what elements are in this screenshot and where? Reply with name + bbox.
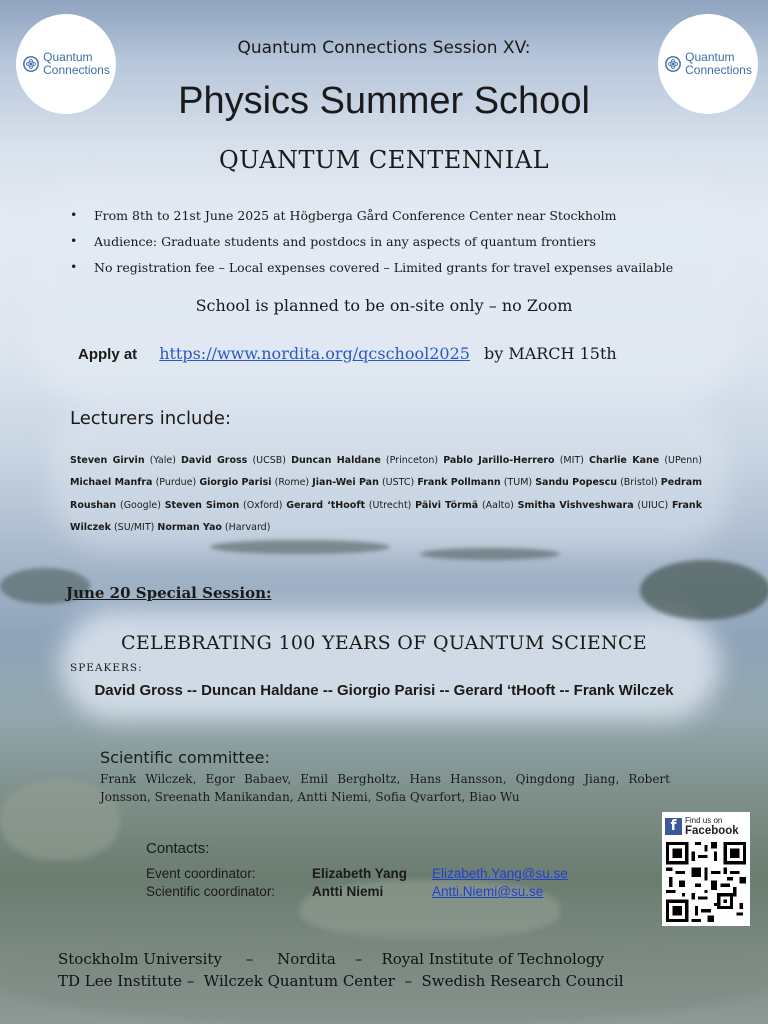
logo-line-2: Connections [685, 63, 752, 77]
contact-name: Antti Niemi [312, 884, 384, 899]
footer-partners-line-2 [58, 972, 708, 990]
lecturers-list [70, 450, 702, 539]
lecturer-item [157, 522, 270, 533]
bullet-icon: • [70, 259, 78, 274]
lecturer-affiliation: (Utrecht) [368, 499, 412, 511]
island-shape [640, 560, 768, 620]
island-shape [210, 540, 390, 554]
bullet-text: From 8th to 21st June 2025 at Högberga Gård Conference Center near Stockholm [94, 208, 617, 223]
lecturer-item [291, 455, 438, 466]
lecturer-affiliation: (UPenn) [664, 455, 702, 466]
info-bullets [70, 208, 750, 286]
bullet-icon: • [70, 207, 78, 222]
footer-partners-line-1 [58, 950, 708, 968]
facebook-find-us: Find us on [685, 816, 723, 825]
lecturer-name: Smitha Vishveshwara [517, 499, 634, 511]
lecturer-name: Pablo Jarillo-Herrero [443, 455, 555, 466]
lecturer-item [518, 500, 669, 511]
session-label: Quantum Connections Session XV: [237, 38, 531, 58]
lecturer-name: Steven Girvin [70, 455, 145, 466]
lecturer-name: Steven Simon [164, 499, 240, 511]
lecturer-affiliation: (UIUC) [637, 499, 669, 511]
lecturer-name: Frank Pollmann [417, 477, 501, 489]
lecturer-affiliation: (UCSB) [252, 455, 286, 466]
onsite-note: School is planned to be on-site only – no Zoom [195, 296, 573, 315]
qr-code-icon [666, 842, 746, 922]
island-shape [420, 548, 560, 560]
lecturer-name: Päivi Törmä [415, 499, 479, 511]
lecturer-item [312, 477, 414, 488]
contact-email-link[interactable]: Elizabeth.Yang@su.se [432, 866, 568, 881]
bullet-text: No registration fee – Local expenses covered – Limited grants for travel expenses available [94, 260, 674, 275]
lecturer-name: Gerard ‘tHooft [286, 499, 365, 511]
committee-members: Frank Wilczek, Egor Babaev, Emil Bergholtz, Hans Hansson, Qingdong Jiang, Robert Jonsson, Sreenath Manikandan, Antti Niemi, Sofia Qvarfort, Biao Wu [100, 772, 670, 804]
contact-row-scientific [146, 884, 543, 899]
lecturer-affiliation: (Aalto) [481, 499, 514, 511]
lecturer-name: David Gross [181, 455, 248, 466]
facebook-badge [662, 812, 750, 840]
bullet-item [70, 234, 750, 249]
lecturer-name: Michael Manfra [70, 477, 153, 489]
logo-line-1: Quantum [43, 50, 93, 64]
lecturer-affiliation: (Rome) [274, 477, 310, 489]
lecturers-heading: Lecturers include: [70, 408, 232, 429]
lecturer-name: Giorgio Parisi [199, 477, 272, 489]
contact-role: Event coordinator: [146, 866, 256, 881]
lecturer-affiliation: (Oxford) [243, 499, 283, 511]
facebook-icon: f [665, 818, 682, 835]
bullet-text: Audience: Graduate students and postdocs in any aspects of quantum frontiers [94, 234, 596, 249]
special-session-heading: June 20 Special Session: [66, 584, 272, 602]
lecturer-affiliation: (Yale) [149, 455, 176, 466]
lecturer-name: Pedram Roushan [70, 477, 702, 511]
facebook-text [685, 815, 739, 837]
page-title: Physics Summer School [178, 80, 590, 122]
lecturer-affiliation: (Google) [119, 499, 161, 511]
lecturer-item [415, 500, 514, 511]
logo-line-2: Connections [43, 63, 110, 77]
footer-text-2: TD Lee Institute – Wilczek Quantum Center – Swedish Research Council [58, 972, 624, 990]
contact-name: Elizabeth Yang [312, 866, 408, 881]
committee-heading: Scientific committee: [100, 748, 270, 767]
lecturer-item [165, 500, 283, 511]
lecturer-affiliation: (SU/MIT) [113, 521, 155, 533]
lecturer-item [70, 455, 176, 466]
speakers-label: SPEAKERS: [70, 662, 143, 674]
lecturer-item [589, 455, 702, 466]
facebook-qr-block[interactable] [662, 812, 750, 926]
apply-link[interactable]: https://www.nordita.org/qcschool2025 [159, 344, 470, 363]
lecturer-item [181, 455, 286, 466]
lecturer-item [199, 477, 309, 488]
lecturer-affiliation: (Bristol) [620, 477, 658, 489]
lecturer-affiliation: (TUM) [503, 477, 533, 489]
lecturer-name: Sandu Popescu [535, 477, 617, 489]
lecturer-affiliation: (MIT) [559, 455, 584, 466]
lecturer-name: Norman Yao [157, 521, 222, 533]
contacts-heading: Contacts: [146, 840, 210, 857]
bullet-item [70, 208, 750, 223]
bullet-icon: • [70, 233, 78, 248]
contact-role: Scientific coordinator: [146, 884, 276, 899]
lecturer-item [443, 455, 584, 466]
footer-text-1: Stockholm University – Nordita – Royal Institute of Technology [58, 950, 604, 968]
lecturer-affiliation: (Purdue) [155, 477, 197, 489]
lecturer-item [70, 477, 196, 488]
bullet-item [70, 260, 750, 275]
lecturer-item [286, 500, 411, 511]
speakers-list: David Gross -- Duncan Haldane -- Giorgio Parisi -- Gerard ‘tHooft -- Frank Wilczek [94, 682, 674, 699]
lecturer-name: Duncan Haldane [291, 455, 381, 466]
apply-line [78, 344, 617, 363]
lecturer-name: Charlie Kane [589, 455, 660, 466]
lecturer-item [535, 477, 657, 488]
contact-row-event [146, 866, 568, 881]
contact-email-link[interactable]: Antti.Niemi@su.se [432, 884, 544, 899]
lecturer-name: Frank Wilczek [70, 499, 703, 533]
apply-deadline: by MARCH 15th [483, 344, 617, 363]
lecturer-name: Jian-Wei Pan [312, 477, 379, 489]
apply-label: Apply at [78, 346, 138, 363]
facebook-label: Facebook [685, 825, 739, 837]
lecturer-affiliation: (Princeton) [385, 455, 439, 466]
logo-line-1: Quantum [685, 50, 735, 64]
lecturer-affiliation: (Harvard) [224, 521, 271, 533]
page-subtitle: QUANTUM CENTENNIAL [218, 146, 550, 174]
lecturer-affiliation: (USTC) [381, 477, 415, 489]
lecturer-item [417, 477, 532, 488]
special-session-title: CELEBRATING 100 YEARS OF QUANTUM SCIENCE [121, 632, 647, 654]
text-backdrop-haze [60, 610, 720, 720]
